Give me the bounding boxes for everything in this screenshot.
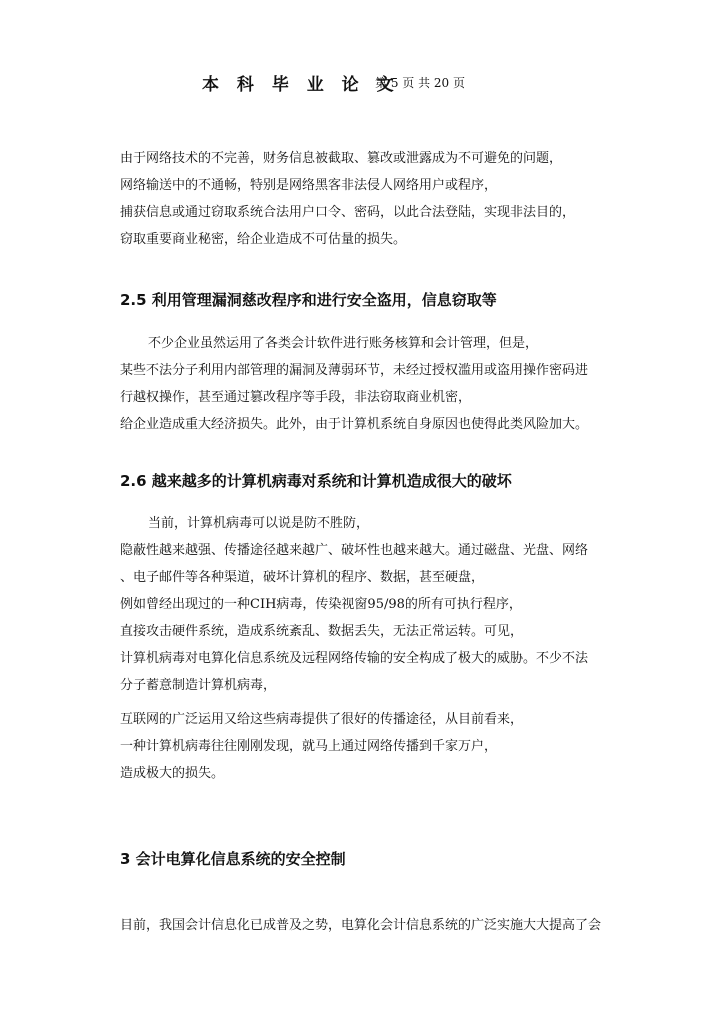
paragraph-line: 计算机病毒对电算化信息系统及远程网络传输的安全构成了极大的威胁。不少不法 xyxy=(120,651,589,666)
section-heading-3: 3 会计电算化信息系统的安全控制 xyxy=(120,850,346,868)
paragraph-line: 造成极大的损失。 xyxy=(120,766,225,781)
paragraph-line: 例如曾经出现过的一种CIH病毒，传染视窗95/98的所有可执行程序， xyxy=(120,597,522,612)
paragraph-line: 分子蓄意制造计算机病毒， xyxy=(120,678,277,693)
paragraph-line: 直接攻击硬件系统，造成系统紊乱、数据丢失，无法正常运转。可见， xyxy=(120,624,524,639)
header-page-info: 第 5 页 共 20 页 xyxy=(375,76,465,90)
paragraph-line: 目前，我国会计信息化已成普及之势，电算化会计信息系统的广泛实施大大提高了会 xyxy=(120,918,602,933)
paragraph-line: 由于网络技术的不完善，财务信息被截取、篡改或泄露成为不可避免的问题， xyxy=(120,151,563,166)
paragraph-line: 、电子邮件等各种渠道，破坏计算机的程序、数据，甚至硬盘， xyxy=(120,570,485,585)
paragraph-line: 某些不法分子利用内部管理的漏洞及薄弱环节，未经过授权滥用或盗用操作密码进 xyxy=(120,363,589,378)
paragraph-line: 一种计算机病毒往往刚刚发现，就马上通过网络传播到千家万户， xyxy=(120,739,498,754)
paragraph-line: 互联网的广泛运用又给这些病毒提供了很好的传播途径，从目前看来， xyxy=(120,712,524,727)
paragraph-line: 窃取重要商业秘密，给企业造成不可估量的损失。 xyxy=(120,232,407,247)
section-heading-2-5: 2.5 利用管理漏洞慈改程序和进行安全盗用，信息窃取等 xyxy=(120,291,497,309)
paragraph-line: 隐蔽性越来越强、传播途径越来越广、破坏性也越来越大。通过磁盘、光盘、网络 xyxy=(120,543,589,558)
paragraph-line: 行越权操作，甚至通过篡改程序等手段，非法窃取商业机密， xyxy=(120,390,472,405)
header-title: 本 科 毕 业 论 文 xyxy=(202,75,400,95)
paragraph-line: 当前，计算机病毒可以说是防不胜防， xyxy=(148,516,370,531)
section-heading-2-6: 2.6 越来越多的计算机病毒对系统和计算机造成很大的破坏 xyxy=(120,472,512,490)
paragraph-line: 给企业造成重大经济损失。此外，由于计算机系统自身原因也使得此类风险加大。 xyxy=(120,417,589,432)
paragraph-line: 捕获信息或通过窃取系统合法用户口令、密码，以此合法登陆，实现非法目的， xyxy=(120,205,576,220)
paragraph-line: 网络输送中的不通畅，特别是网络黑客非法侵人网络用户或程序， xyxy=(120,178,498,193)
paragraph-line: 不少企业虽然运用了各类会计软件进行账务核算和会计管理，但是， xyxy=(148,336,539,351)
